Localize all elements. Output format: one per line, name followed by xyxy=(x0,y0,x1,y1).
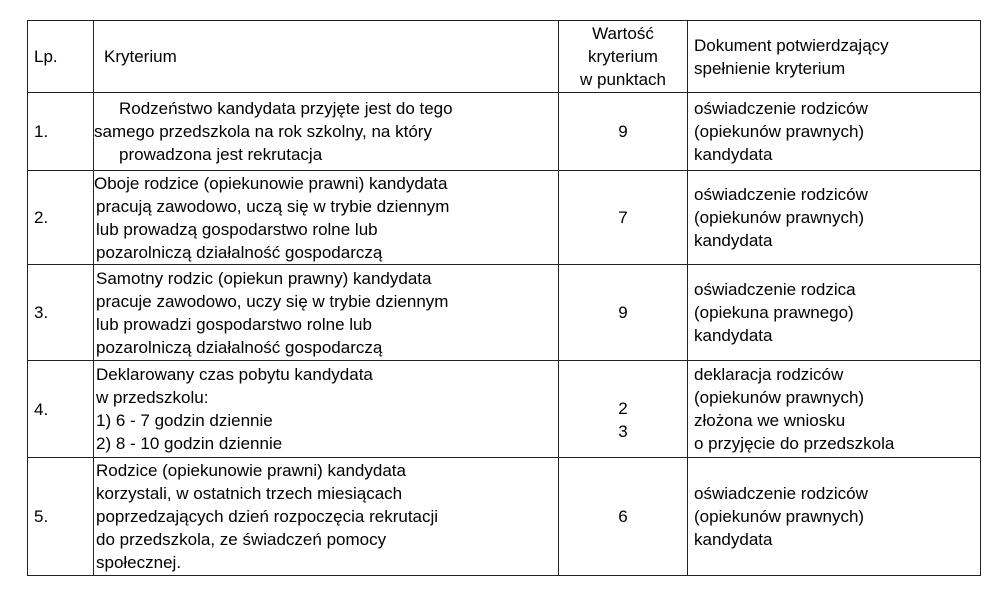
table-row xyxy=(28,93,981,171)
row-criterion: Deklarowany czas pobytu kandydata w przedszkolu: 1) 6 - 7 godzin dziennie 2) 8 - 10 godzin dziennie xyxy=(94,361,559,458)
table-header-row xyxy=(28,21,981,93)
table-row xyxy=(28,361,981,458)
row-lp: 5. xyxy=(28,458,94,576)
table-row xyxy=(28,265,981,361)
header-criterion: Kryterium xyxy=(94,21,559,93)
row-criterion: Rodzice (opiekunowie prawni) kandydata korzystali, w ostatnich trzech miesiącach poprzedzających dzień rozpoczęcia rekrutacji do przedszkola, ze świadczeń pomocy społecznej. xyxy=(94,458,559,576)
header-lp: Lp. xyxy=(28,21,94,93)
row-criterion: Rodzeństwo kandydata przyjęte jest do tego samego przedszkola na rok szkolny, na który prowadzona jest rekrutacja xyxy=(94,93,559,171)
row-criterion: Samotny rodzic (opiekun prawny) kandydata pracuje zawodowo, uczy się w trybie dziennym lub prowadzi gospodarstwo rolne lub pozarolniczą działalność gospodarczą xyxy=(94,265,559,361)
row-points: 9 xyxy=(559,93,688,171)
row-lp: 3. xyxy=(28,265,94,361)
table-row xyxy=(28,458,981,576)
criteria-table xyxy=(27,20,981,576)
row-points: 7 xyxy=(559,171,688,265)
row-document: oświadczenie rodziców (opiekunów prawnych) kandydata xyxy=(688,458,981,576)
row-points: 9 xyxy=(559,265,688,361)
row-lp: 4. xyxy=(28,361,94,458)
header-document: Dokument potwierdzający spełnienie kryterium xyxy=(688,21,981,93)
row-points: 6 xyxy=(559,458,688,576)
row-document: oświadczenie rodziców (opiekunów prawnych) kandydata xyxy=(688,171,981,265)
row-points: 2 3 xyxy=(559,361,688,458)
header-points: Wartość kryterium w punktach xyxy=(559,21,688,93)
row-criterion: Oboje rodzice (opiekunowie prawni) kandydata pracują zawodowo, uczą się w trybie dziennym lub prowadzą gospodarstwo rolne lub pozarolniczą działalność gospodarczą xyxy=(94,171,559,265)
row-lp: 1. xyxy=(28,93,94,171)
row-document: oświadczenie rodziców (opiekunów prawnych) kandydata xyxy=(688,93,981,171)
table-row xyxy=(28,171,981,265)
row-lp: 2. xyxy=(28,171,94,265)
row-document: oświadczenie rodzica (opiekuna prawnego) kandydata xyxy=(688,265,981,361)
row-document: deklaracja rodziców (opiekunów prawnych) złożona we wniosku o przyjęcie do przedszkola xyxy=(688,361,981,458)
